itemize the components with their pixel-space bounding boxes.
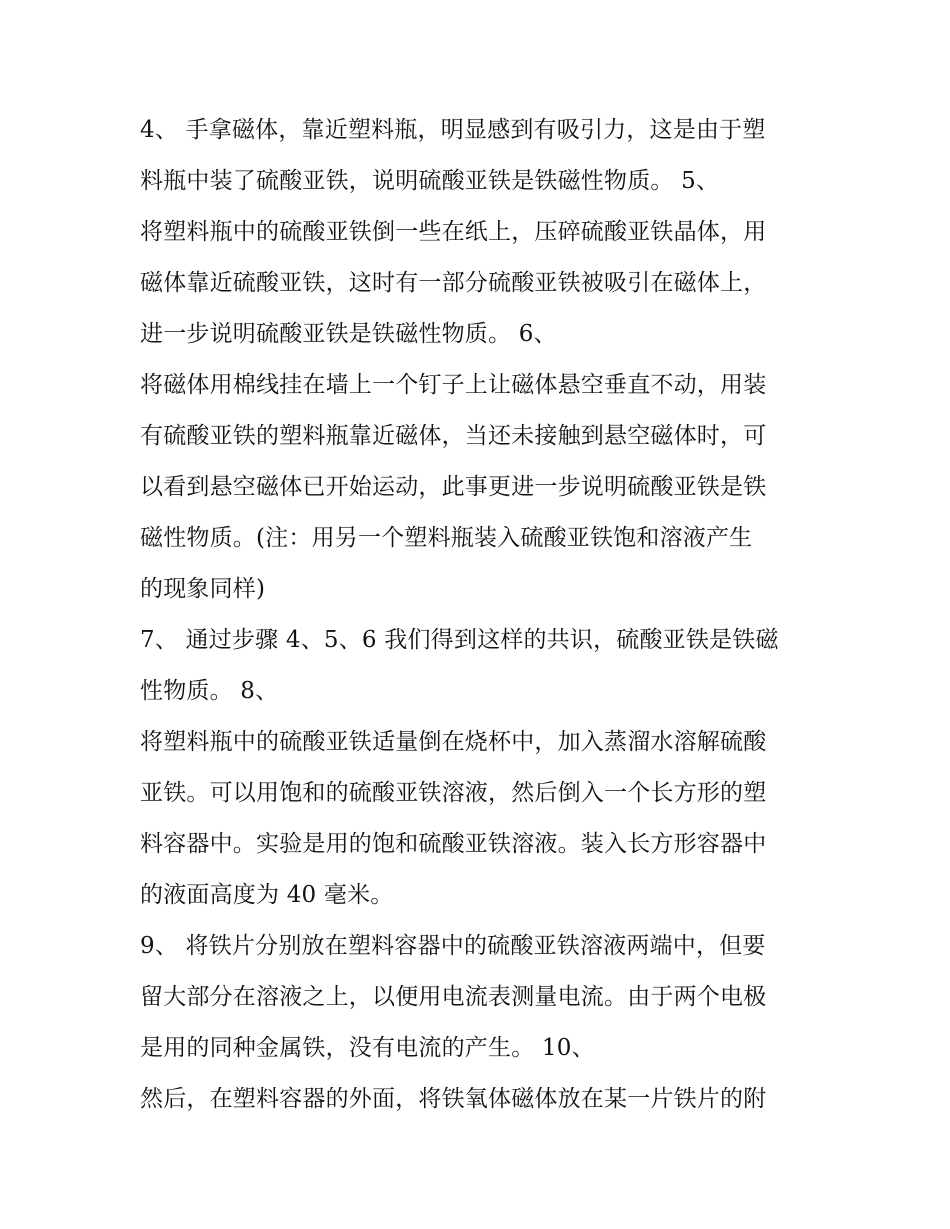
text-line: 7、 通过步骤 4、5、6 我们得到这样的共识，硫酸亚铁是铁磁 (140, 627, 779, 653)
text-line: 亚铁。可以用饱和的硫酸亚铁溶液，然后倒入一个长方形的塑 (140, 780, 767, 806)
text-line: 磁性物质。(注：用另一个塑料瓶装入硫酸亚铁饱和溶液产生 (140, 525, 753, 551)
text-line: 进一步说明硫酸亚铁是铁磁性物质。 6、 (140, 321, 557, 347)
body-text (140, 105, 820, 1125)
text-line: 留大部分在溶液之上，以便用电流表测量电流。由于两个电极 (140, 984, 767, 1010)
text-line: 将磁体用棉线挂在墙上一个钉子上让磁体悬空垂直不动，用装 (140, 372, 767, 398)
text-line: 料瓶中装了硫酸亚铁，说明硫酸亚铁是铁磁性物质。 5、 (140, 168, 720, 194)
text-line: 以看到悬空磁体已开始运动，此事更进一步说明硫酸亚铁是铁 (140, 474, 767, 500)
text-line: 的现象同样) (140, 576, 266, 602)
text-line: 的液面高度为 40 毫米。 (140, 882, 394, 908)
text-line: 磁体靠近硫酸亚铁，这时有一部分硫酸亚铁被吸引在磁体上， (140, 270, 767, 296)
text-line: 将塑料瓶中的硫酸亚铁适量倒在烧杯中，加入蒸溜水溶解硫酸 (140, 729, 767, 755)
text-line: 4、 手拿磁体，靠近塑料瓶，明显感到有吸引力，这是由于塑 (140, 117, 766, 143)
text-line: 然后，在塑料容器的外面，将铁氧体磁体放在某一片铁片的附 (140, 1086, 767, 1112)
text-line: 有硫酸亚铁的塑料瓶靠近磁体，当还未接触到悬空磁体时，可 (140, 423, 767, 449)
text-line: 是用的同种金属铁，没有电流的产生。 10、 (140, 1035, 595, 1061)
text-line: 料容器中。实验是用的饱和硫酸亚铁溶液。装入长方形容器中 (140, 831, 767, 857)
text-line: 性物质。 8、 (140, 678, 279, 704)
text-line: 将塑料瓶中的硫酸亚铁倒一些在纸上，压碎硫酸亚铁晶体，用 (140, 219, 767, 245)
text-line: 9、 将铁片分别放在塑料容器中的硫酸亚铁溶液两端中，但要 (140, 933, 766, 959)
